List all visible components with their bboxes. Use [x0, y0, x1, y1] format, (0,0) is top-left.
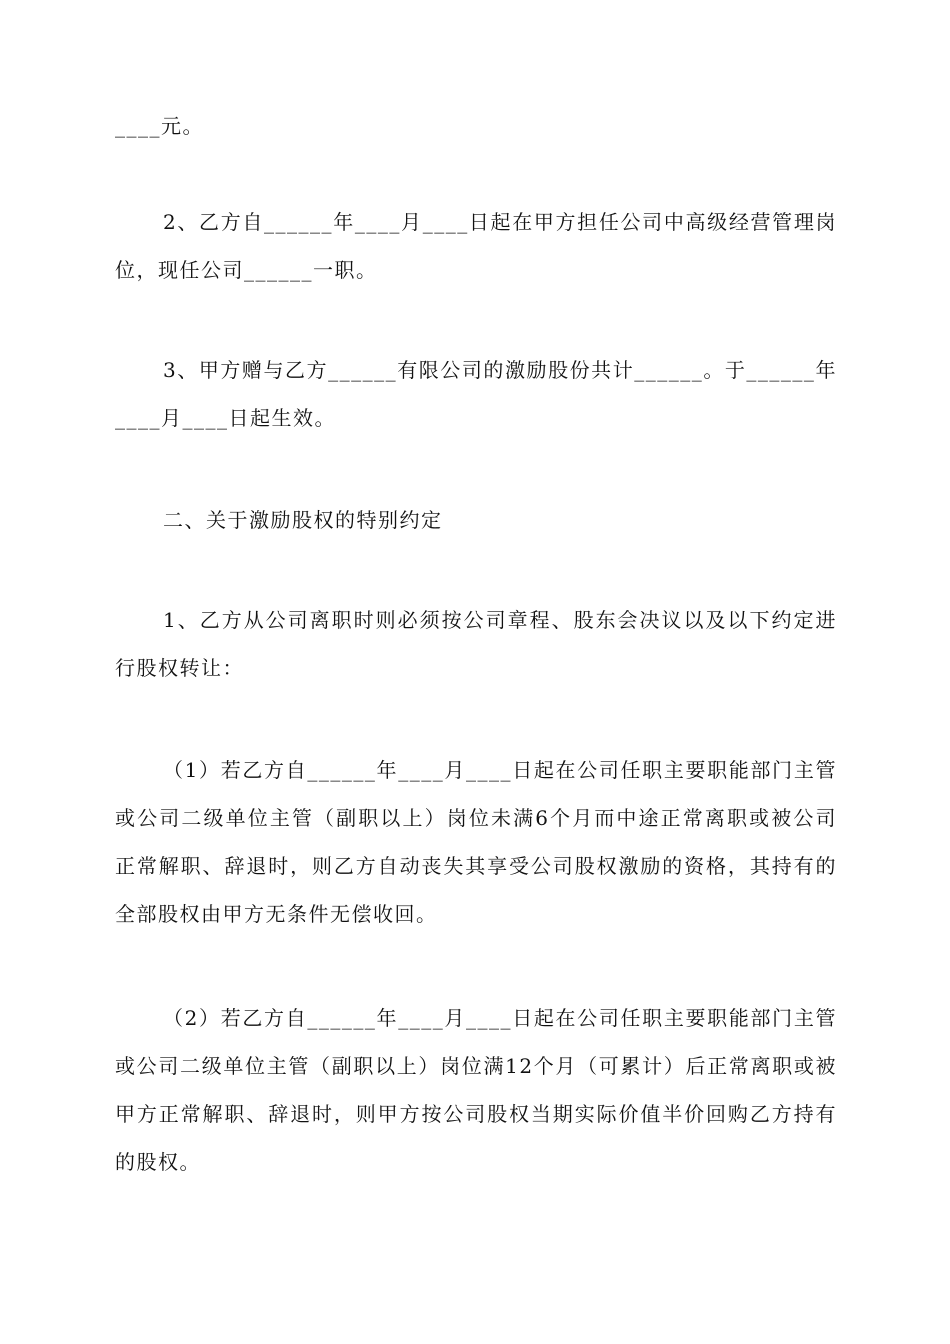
paragraph-clause-2: 2、乙方自______年____月____日起在甲方担任公司中高级经营管理岗位，现任公司______一职。	[115, 210, 837, 282]
section-heading-special-terms: 二、关于激励股权的特别约定	[163, 508, 443, 532]
paragraph-subclause-2: （2）若乙方自______年____月____日起在公司任职主要职能部门主管或公司二级单位主管（副职以上）岗位满12个月（可累计）后正常离职或被甲方正常解职、辞退时，则甲方按公司股权当期实际价值半价回购乙方持有的股权。	[115, 1006, 837, 1174]
paragraph-amount-tail: ____元。	[115, 114, 204, 138]
paragraph-subclause-1: （1）若乙方自______年____月____日起在公司任职主要职能部门主管或公司二级单位主管（副职以上）岗位未满6个月而中途正常离职或被公司正常解职、辞退时，则乙方自动丧失其享受公司股权激励的资格，其持有的全部股权由甲方无条件无偿收回。	[115, 758, 837, 926]
paragraph-clause-3: 3、甲方赠与乙方______有限公司的激励股份共计______。于______年____月____日起生效。	[115, 358, 837, 430]
paragraph-clause-1-transfer: 1、乙方从公司离职时则必须按公司章程、股东会决议以及以下约定进行股权转让：	[115, 608, 837, 680]
